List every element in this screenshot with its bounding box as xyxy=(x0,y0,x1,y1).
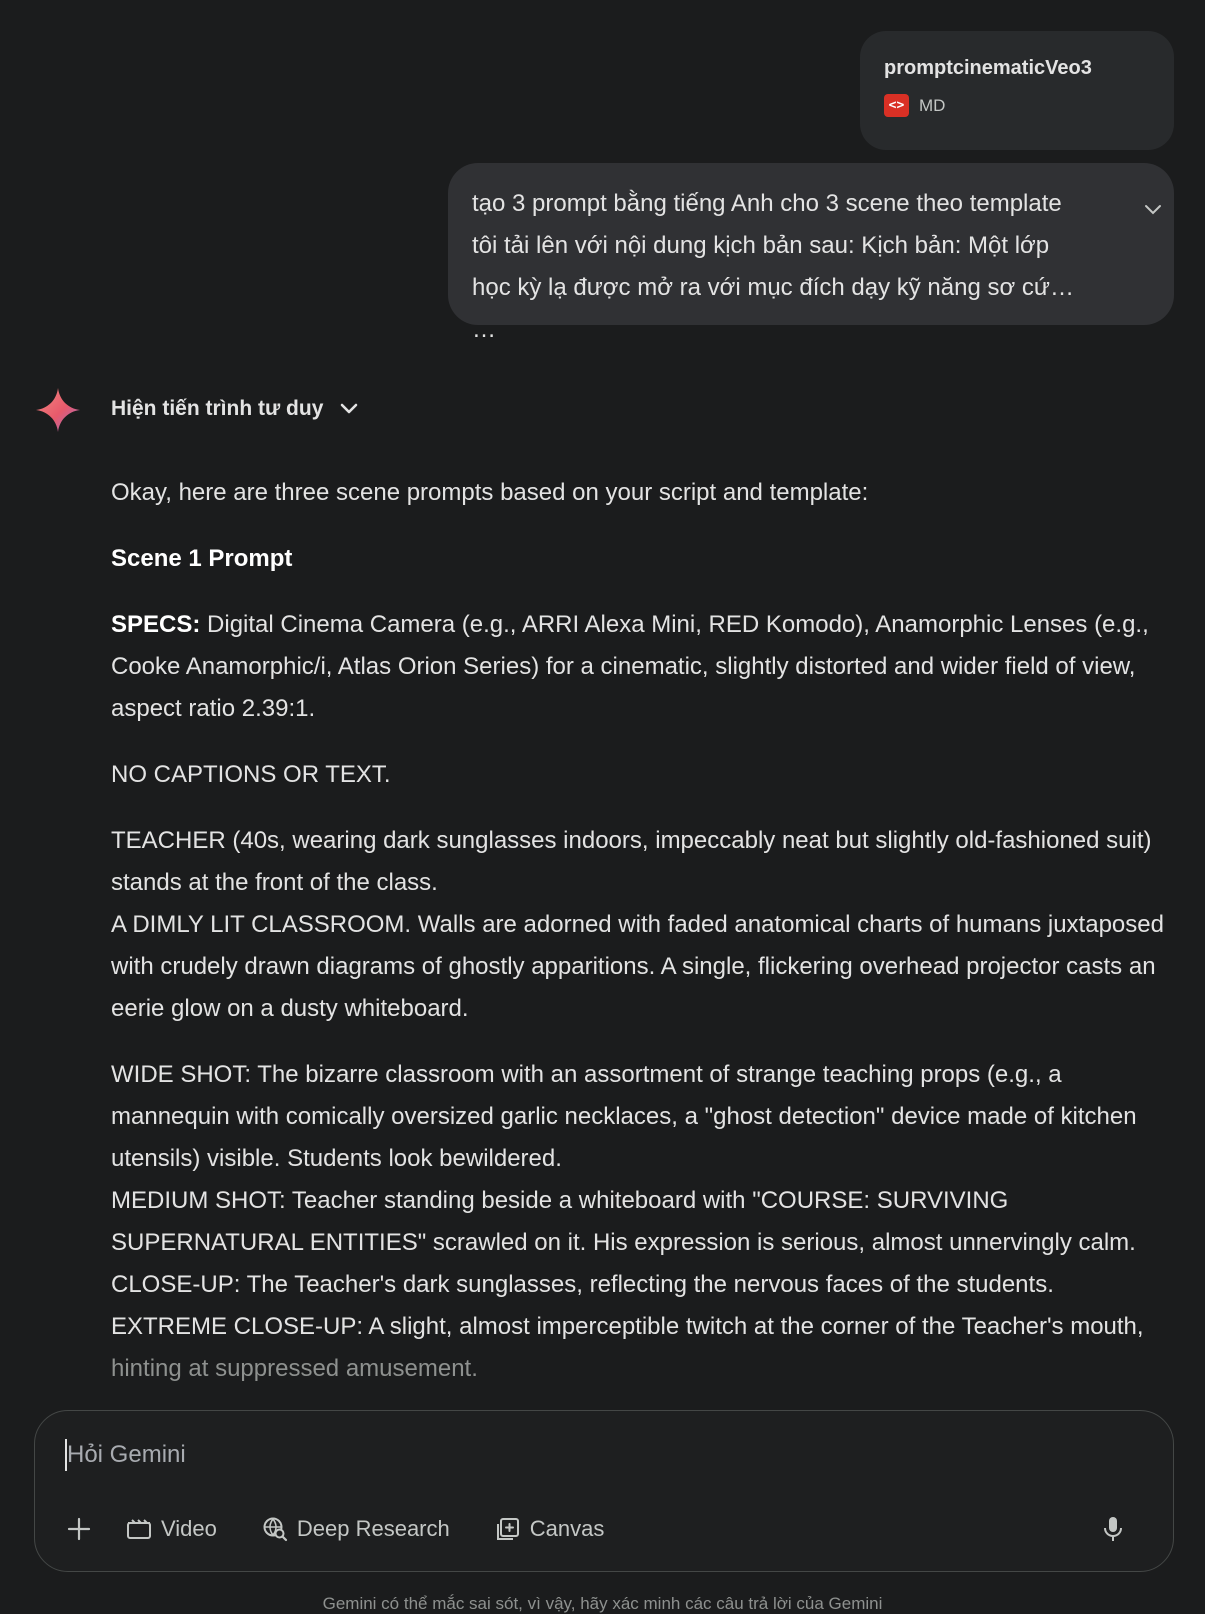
canvas-tool-button[interactable] xyxy=(494,1509,605,1549)
deep-research-icon xyxy=(261,1515,289,1543)
extreme-close-up-text: EXTREME CLOSE-UP: A slight, almost imperceptible twitch at the corner of the Teacher's mouth, xyxy=(111,1313,1144,1340)
specs-label: SPECS: xyxy=(111,611,201,638)
canvas-tool-label: Canvas xyxy=(529,1516,605,1541)
deep-research-tool-label: Deep Research xyxy=(296,1516,450,1541)
add-attachment-button[interactable] xyxy=(61,1511,97,1547)
gemini-spark-icon xyxy=(34,386,82,434)
response-intro: Okay, here are three scene prompts based on your script and template: xyxy=(111,479,869,506)
chevron-down-icon xyxy=(1144,204,1162,216)
extreme-close-up-line xyxy=(111,1306,1177,1390)
scene-title-text: Scene 1 Prompt xyxy=(111,545,293,572)
model-response xyxy=(111,472,1177,1390)
video-tool-label: Video xyxy=(161,1516,217,1541)
prompt-input-box[interactable] xyxy=(34,1410,1174,1572)
video-tool-button[interactable] xyxy=(125,1509,217,1549)
scene-title xyxy=(111,538,1177,580)
code-file-icon: <> xyxy=(884,94,909,117)
video-icon xyxy=(125,1515,153,1543)
microphone-button[interactable] xyxy=(1093,1509,1133,1549)
attachment-name: promptcinematicVeo3 xyxy=(884,57,1092,79)
attachment-type-label: MD xyxy=(919,95,946,115)
expand-message-button[interactable] xyxy=(1137,194,1169,226)
canvas-icon xyxy=(494,1515,522,1543)
attachment-type-row xyxy=(884,94,1150,117)
attachment-card[interactable] xyxy=(860,31,1174,150)
input-tools-row xyxy=(61,1507,1147,1551)
medium-shot-line: MEDIUM SHOT: Teacher standing beside a whiteboard with "COURSE: SURVIVING SUPERNATURAL ENTITIES" scrawled on it. His expression is serious, almost unnervingly calm. xyxy=(111,1187,1136,1256)
chevron-down-icon xyxy=(337,397,361,421)
close-up-line: CLOSE-UP: The Teacher's dark sunglasses, reflecting the nervous faces of the students. xyxy=(111,1271,1054,1298)
thinking-label: Hiện tiến trình tư duy xyxy=(111,397,324,420)
microphone-icon xyxy=(1103,1515,1123,1543)
specs-text: Digital Cinema Camera (e.g., ARRI Alexa Mini, RED Komodo), Anamorphic Lenses (e.g., Cooke Anamorphic/i, Atlas Orion Series) for a cinematic, slightly distorted and wider field of view, aspect ratio 2.39:1. xyxy=(111,611,1149,722)
footer-disclaimer: Gemini có thể mắc sai sót, vì vậy, hãy xác minh các câu trả lời của Gemini xyxy=(322,1594,883,1613)
no-captions-line: NO CAPTIONS OR TEXT. xyxy=(111,761,391,788)
user-message-text: tạo 3 prompt bằng tiếng Anh cho 3 scene theo template tôi tải lên với nội dung kịch bản sau: Kịch bản: Một lớp học kỳ lạ được mở ra với mục đích dạy kỹ năng sơ cứu … xyxy=(472,190,1064,343)
classroom-line: A DIMLY LIT CLASSROOM. Walls are adorned with faded anatomical charts of humans juxtaposed with crudely drawn diagrams of ghostly apparitions. A single, flickering overhead projector casts an eerie glow on a dusty whiteboard. xyxy=(111,911,1164,1022)
deep-research-tool-button[interactable] xyxy=(261,1509,450,1549)
extreme-close-up-tail: hinting at suppressed amusement. xyxy=(111,1355,478,1382)
wide-shot-line: WIDE SHOT: The bizarre classroom with an assortment of strange teaching props (e.g., a mannequin with comically oversized garlic necklaces, a "ghost detection" device made of kitchen utensils) visible. Students look bewildered. xyxy=(111,1061,1137,1172)
prompt-input[interactable]: Hỏi Gemini xyxy=(65,1439,186,1471)
specs-paragraph xyxy=(111,604,1177,730)
user-message-bubble xyxy=(448,163,1174,343)
plus-icon xyxy=(67,1517,91,1541)
teacher-line: TEACHER (40s, wearing dark sunglasses indoors, impeccably neat but slightly old-fashioned suit) stands at the front of the class. xyxy=(111,827,1152,896)
show-thinking-toggle[interactable] xyxy=(111,392,361,426)
